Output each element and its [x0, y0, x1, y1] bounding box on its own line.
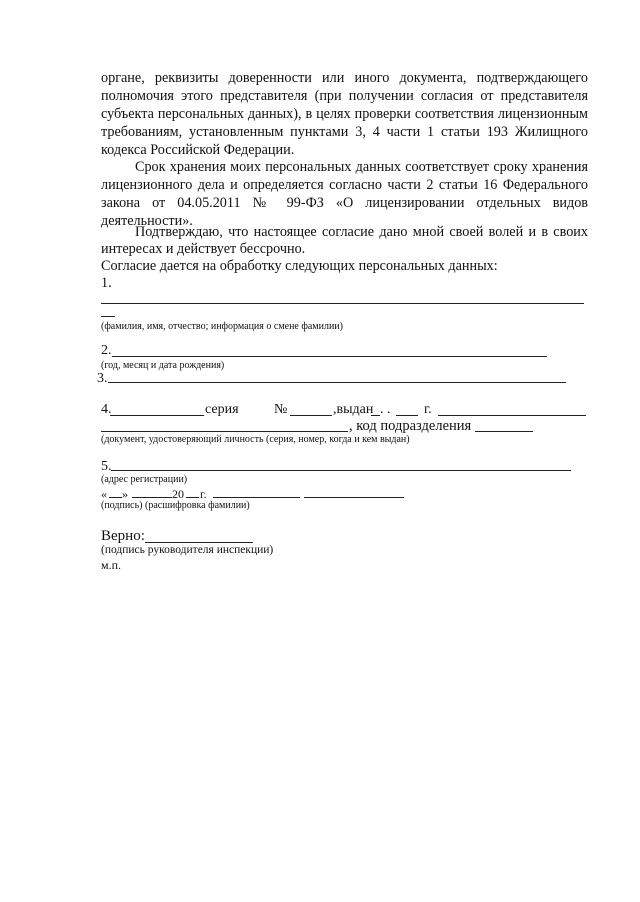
date-dots: . .	[380, 402, 391, 417]
stamp-place: м.п.	[101, 558, 122, 572]
signature-caption: (подпись) (расшифровка фамилии)	[101, 500, 250, 511]
document-number-line[interactable]	[290, 415, 332, 416]
signature-year-line[interactable]	[186, 497, 199, 498]
text-line: закона от 04.05.2011 № 99-ФЗ «О лицензировании отдельных видов	[101, 195, 588, 211]
item-4-caption: (документ, удостоверяющий личность (серия, номер, когда и кем выдан)	[101, 434, 410, 445]
birth-date-line[interactable]	[112, 356, 547, 357]
item-2-number: 2.	[101, 343, 112, 358]
item-5-caption: (адрес регистрации)	[101, 474, 188, 485]
signature-line[interactable]	[213, 497, 300, 498]
text-line: деятельности».	[101, 213, 193, 229]
issued-by-line[interactable]	[438, 415, 586, 416]
department-code-line[interactable]	[475, 431, 533, 432]
text-line: интересах и действует бессрочно.	[101, 241, 306, 257]
issued-label: ,выдан	[333, 402, 374, 417]
issue-day-line[interactable]	[371, 415, 380, 416]
item-3-line[interactable]	[108, 382, 566, 383]
item-3-number: 3.	[97, 371, 108, 386]
item-2-caption: (год, месяц и дата рождения)	[101, 360, 225, 371]
issued-by-line-2[interactable]	[101, 431, 348, 432]
date-open-quote: «	[101, 487, 107, 501]
item-1-line-short[interactable]	[101, 316, 115, 317]
item-5-number: 5.	[101, 459, 112, 474]
issue-month-line[interactable]	[396, 415, 418, 416]
signature-month-line[interactable]	[132, 497, 172, 498]
item-1-caption: (фамилия, имя, отчество; информация о смене фамилии)	[101, 321, 343, 332]
surname-transcript-line[interactable]	[304, 497, 404, 498]
verify-label: Верно:	[101, 528, 145, 544]
signature-day-line[interactable]	[109, 497, 122, 498]
text-line: Подтверждаю, что настоящее согласие дано мной своей волей и в своих	[135, 224, 588, 240]
date-close-quote: »	[122, 487, 128, 501]
text-line: органе, реквизиты доверенности или иного документа, подтверждающего	[101, 70, 588, 86]
text-line: кодекса Российской Федерации.	[101, 142, 295, 158]
text-line: субъекта персональных данных), в целях проверки соответствия лицензионным	[101, 106, 588, 122]
department-code-label: , код подразделения	[349, 418, 472, 434]
registration-address-line[interactable]	[111, 470, 571, 471]
item-1-number: 1.	[101, 275, 112, 291]
series-label: серия	[205, 402, 239, 417]
century-label: 20	[172, 487, 184, 501]
text-line: полномочия этого представителя (при получении согласия от представителя	[101, 88, 588, 104]
inspector-caption: (подпись руководителя инспекции)	[101, 544, 274, 556]
document-type-line[interactable]	[110, 415, 204, 416]
list-intro: Согласие дается на обработку следующих персональных данных:	[101, 258, 498, 274]
item-1-line[interactable]	[101, 303, 584, 304]
year-suffix: г.	[200, 487, 207, 501]
text-line: требованиям, установленным пунктами 3, 4 части 1 статьи 193 Жилищного	[101, 124, 588, 140]
year-suffix: г.	[424, 402, 432, 417]
text-line: Срок хранения моих персональных данных соответствует сроку хранения	[135, 159, 588, 175]
number-sign: №	[274, 402, 288, 417]
text-line: лицензионного дела и определяется согласно части 2 статьи 16 Федерального	[101, 177, 588, 193]
item-4-number: 4.	[101, 402, 112, 417]
